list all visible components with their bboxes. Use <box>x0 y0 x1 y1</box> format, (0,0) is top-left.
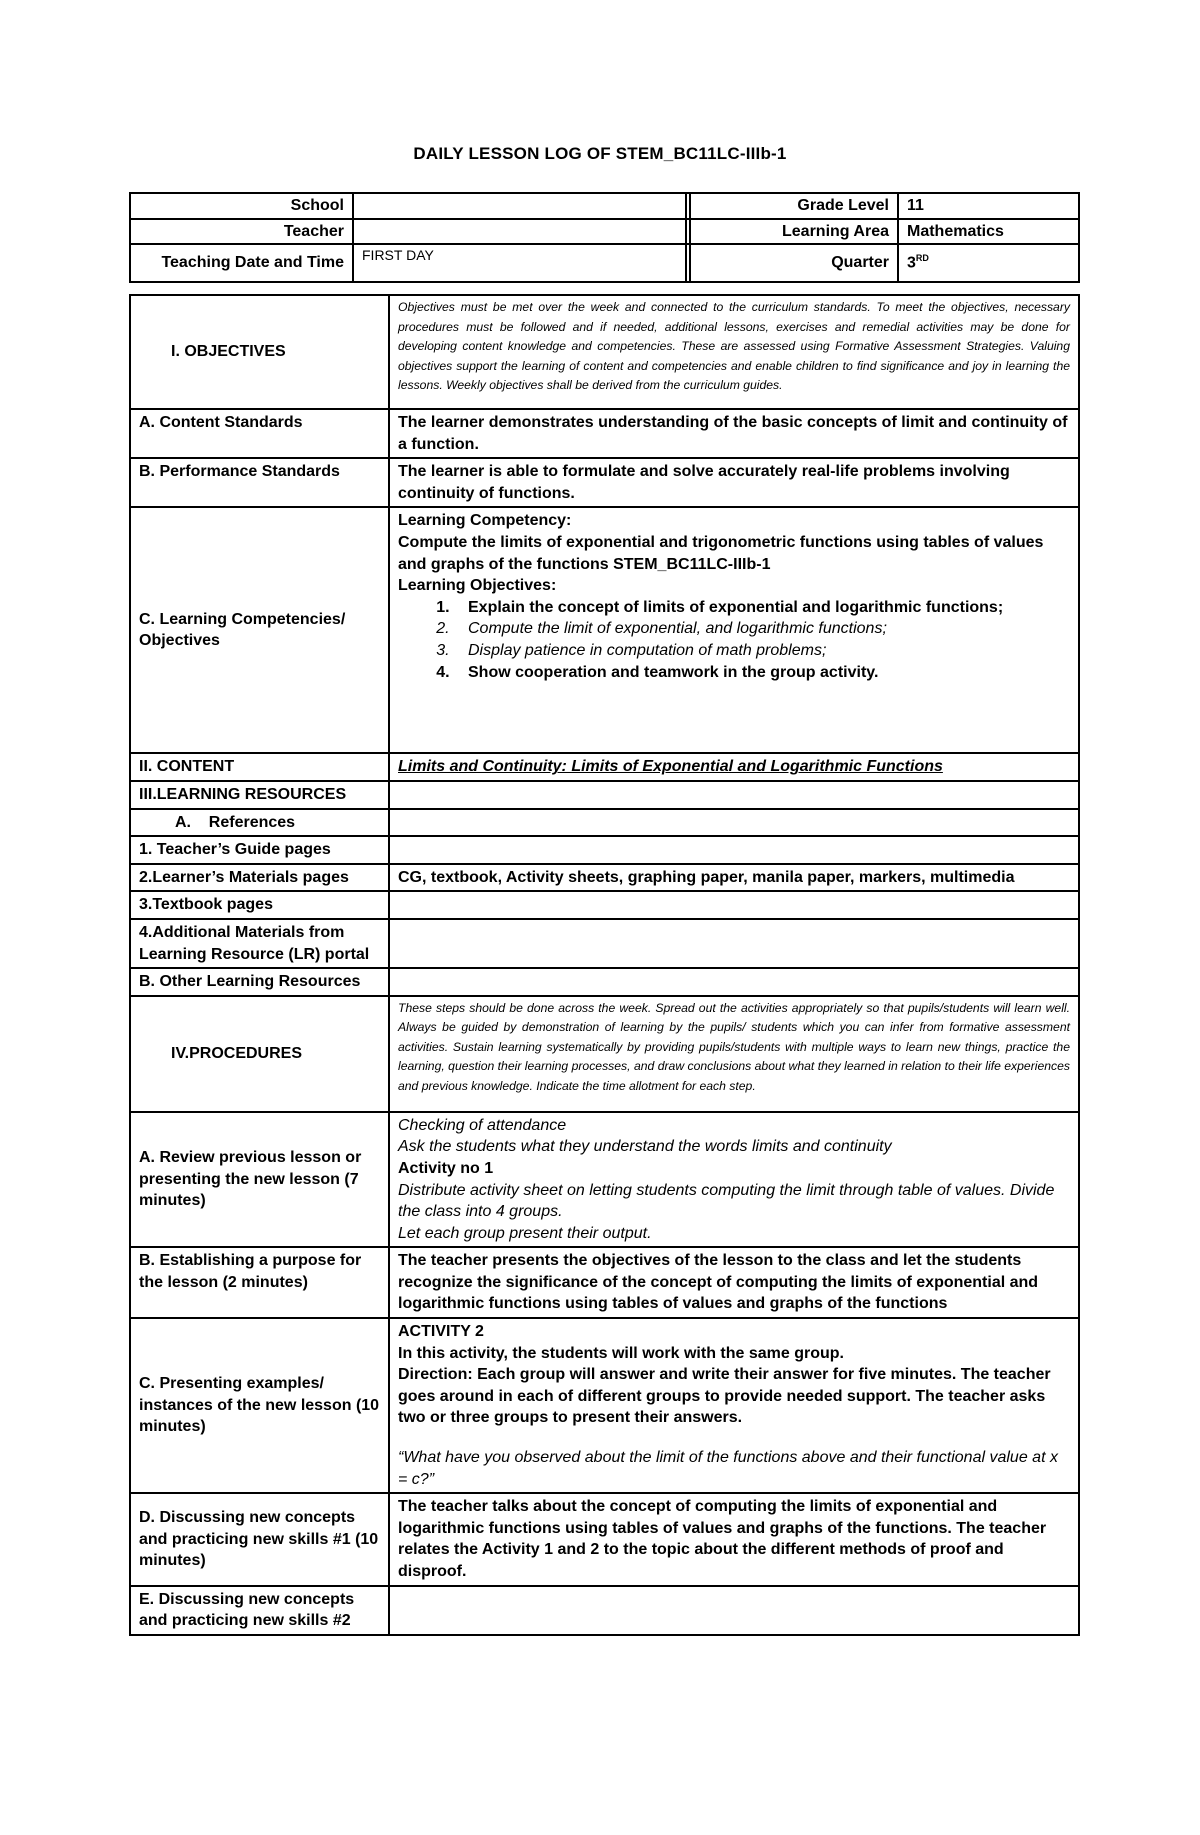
competencies-row <box>130 507 1079 753</box>
review-line: Checking of attendance <box>398 1116 567 1134</box>
objectives-row <box>130 295 1079 409</box>
purpose-label: B. Establishing a purpose for the lesson (2 minutes) <box>130 1247 389 1318</box>
performance-standards-value: The learner is able to formulate and solve accurately real-life problems involving continuity of functions. <box>389 458 1079 507</box>
purpose-row <box>130 1247 1079 1318</box>
content-label: II. CONTENT <box>130 753 389 781</box>
discuss2-row <box>130 1586 1079 1635</box>
school-label: School <box>130 193 353 219</box>
review-label: A. Review previous lesson or presenting the new lesson (7 minutes) <box>130 1112 389 1248</box>
textbook-row <box>130 891 1079 919</box>
content-standards-row <box>130 409 1079 458</box>
teacher-label: Teacher <box>130 219 353 245</box>
textbook-value <box>389 891 1079 919</box>
quarter-value <box>898 244 1079 282</box>
objectives-list <box>398 597 1070 683</box>
teachers-guide-label: 1. Teacher’s Guide pages <box>130 836 389 864</box>
performance-standards-label: B. Performance Standards <box>130 458 389 507</box>
teacher-row <box>130 219 1079 245</box>
learning-area-value: Mathematics <box>898 219 1079 245</box>
other-resources-row <box>130 968 1079 996</box>
objective-item: 1. Explain the concept of limits of exponential and logarithmic functions; <box>454 597 1070 619</box>
purpose-value: The teacher presents the objectives of the lesson to the class and let the students recognize the significance of the concept of computing the limits of exponential and logarithmic functions using tables of values and graphs of the functions <box>389 1247 1079 1318</box>
competencies-label: C. Learning Competencies/ Objectives <box>130 507 389 753</box>
discuss1-value: The teacher talks about the concept of computing the limits of exponential and logarithmic functions using tables of values and graphs of the functions. The teacher relates the Activity 1 and 2 to the topic about the different methods of proof and disproof. <box>389 1493 1079 1585</box>
header-table <box>129 192 1080 283</box>
discuss1-row <box>130 1493 1079 1585</box>
objectives-heading: Learning Objectives: <box>398 577 557 595</box>
procedures-label: IV.PROCEDURES <box>130 996 389 1112</box>
content-row <box>130 753 1079 781</box>
competencies-cell <box>389 507 1079 753</box>
performance-standards-row <box>130 458 1079 507</box>
examples-line: In this activity, the students will work with the same group. <box>398 1344 844 1362</box>
spacer <box>398 1429 1070 1447</box>
additional-materials-value <box>389 919 1079 968</box>
review-line: Activity no 1 <box>398 1159 494 1177</box>
learners-materials-row <box>130 864 1079 892</box>
quarter-number: 3 <box>907 254 916 272</box>
references-row <box>130 809 1079 837</box>
discuss2-value <box>389 1586 1079 1635</box>
additional-materials-row <box>130 919 1079 968</box>
lesson-log-table <box>129 294 1080 1636</box>
learning-resources-value <box>389 781 1079 809</box>
discuss2-label: E. Discussing new concepts and practicing new skills #2 <box>130 1586 389 1635</box>
examples-activity: ACTIVITY 2 <box>398 1323 484 1341</box>
other-resources-label: B. Other Learning Resources <box>130 968 389 996</box>
school-row <box>130 193 1079 219</box>
grade-level-value: 11 <box>898 193 1079 219</box>
competency-text: Compute the limits of exponential and trigonometric functions using tables of values and graphs of the functions STEM_BC11LC-IIIb-1 <box>398 533 1044 573</box>
teachers-guide-row <box>130 836 1079 864</box>
learning-area-label: Learning Area <box>690 219 898 245</box>
other-resources-value <box>389 968 1079 996</box>
objective-item: 3. Display patience in computation of math problems; <box>454 640 1070 662</box>
grade-level-label: Grade Level <box>690 193 898 219</box>
review-line: Let each group present their output. <box>398 1224 652 1242</box>
additional-materials-label: 4.Additional Materials from Learning Resource (LR) portal <box>130 919 389 968</box>
teacher-value <box>353 219 686 245</box>
objective-item: 2. Compute the limit of exponential, and logarithmic functions; <box>454 618 1070 640</box>
date-time-label: Teaching Date and Time <box>130 244 353 282</box>
content-standards-label: A. Content Standards <box>130 409 389 458</box>
content-standards-value: The learner demonstrates understanding of the basic concepts of limit and continuity of a function. <box>389 409 1079 458</box>
objectives-label: I. OBJECTIVES <box>130 295 389 409</box>
quarter-suffix: RD <box>915 253 929 264</box>
learning-resources-label: III.LEARNING RESOURCES <box>130 781 389 809</box>
procedures-row <box>130 996 1079 1112</box>
discuss1-label: D. Discussing new concepts and practicing new skills #1 (10 minutes) <box>130 1493 389 1585</box>
date-time-value: FIRST DAY <box>353 244 686 282</box>
learners-materials-label: 2.Learner’s Materials pages <box>130 864 389 892</box>
page-title: DAILY LESSON LOG OF STEM_BC11LC-IIIb-1 <box>413 144 787 163</box>
learners-materials-value: CG, textbook, Activity sheets, graphing paper, manila paper, markers, multimedia <box>389 864 1079 892</box>
quarter-label: Quarter <box>690 244 898 282</box>
objective-item: 4. Show cooperation and teamwork in the group activity. <box>454 662 1070 684</box>
review-cell <box>389 1112 1079 1248</box>
teachers-guide-value <box>389 836 1079 864</box>
procedures-note: These steps should be done across the week. Spread out the activities appropriately so that pupils/students will learn well. Always be guided by demonstration of learning by the pupils/ students which you can infer from formative assessment activities. Sustain learning systematically by providing pupils/students with multiple ways to learn new things, practice the learning, question their learning processes, and draw conclusions about what they learned in relation to their life experiences and previous knowledge. Indicate the time allotment for each step. <box>389 996 1079 1112</box>
content-value: Limits and Continuity: Limits of Exponential and Logarithmic Functions <box>389 753 1079 781</box>
learning-resources-row <box>130 781 1079 809</box>
examples-cell <box>389 1318 1079 1493</box>
textbook-label: 3.Textbook pages <box>130 891 389 919</box>
competency-heading: Learning Competency: <box>398 512 572 530</box>
review-line: Distribute activity sheet on letting students computing the limit through table of values. Divide the class into 4 groups. <box>398 1181 1055 1221</box>
school-value <box>353 193 686 219</box>
review-row <box>130 1112 1079 1248</box>
references-label: A. References <box>130 809 389 837</box>
review-line: Ask the students what they understand the words limits and continuity <box>398 1138 892 1156</box>
examples-label: C. Presenting examples/ instances of the new lesson (10 minutes) <box>130 1318 389 1493</box>
examples-row <box>130 1318 1079 1493</box>
date-time-row <box>130 244 1079 282</box>
examples-line: Direction: Each group will answer and write their answer for five minutes. The teacher goes around in each of different groups to provide needed support. The teacher asks two or three groups to present their answers. <box>398 1366 1051 1427</box>
objectives-note: Objectives must be met over the week and connected to the curriculum standards. To meet the objectives, necessary procedures must be followed and if needed, additional lessons, exercises and remedial activities may be done for developing content knowledge and competencies. These are assessed using Formative Assessment Strategies. Valuing objectives support the learning of content and competencies and enable children to find significance and joy in learning the lessons. Weekly objectives shall be derived from the curriculum guides. <box>389 295 1079 409</box>
examples-quote: “What have you observed about the limit of the functions above and their functional value at x = c?” <box>398 1449 1058 1488</box>
references-value <box>389 809 1079 837</box>
